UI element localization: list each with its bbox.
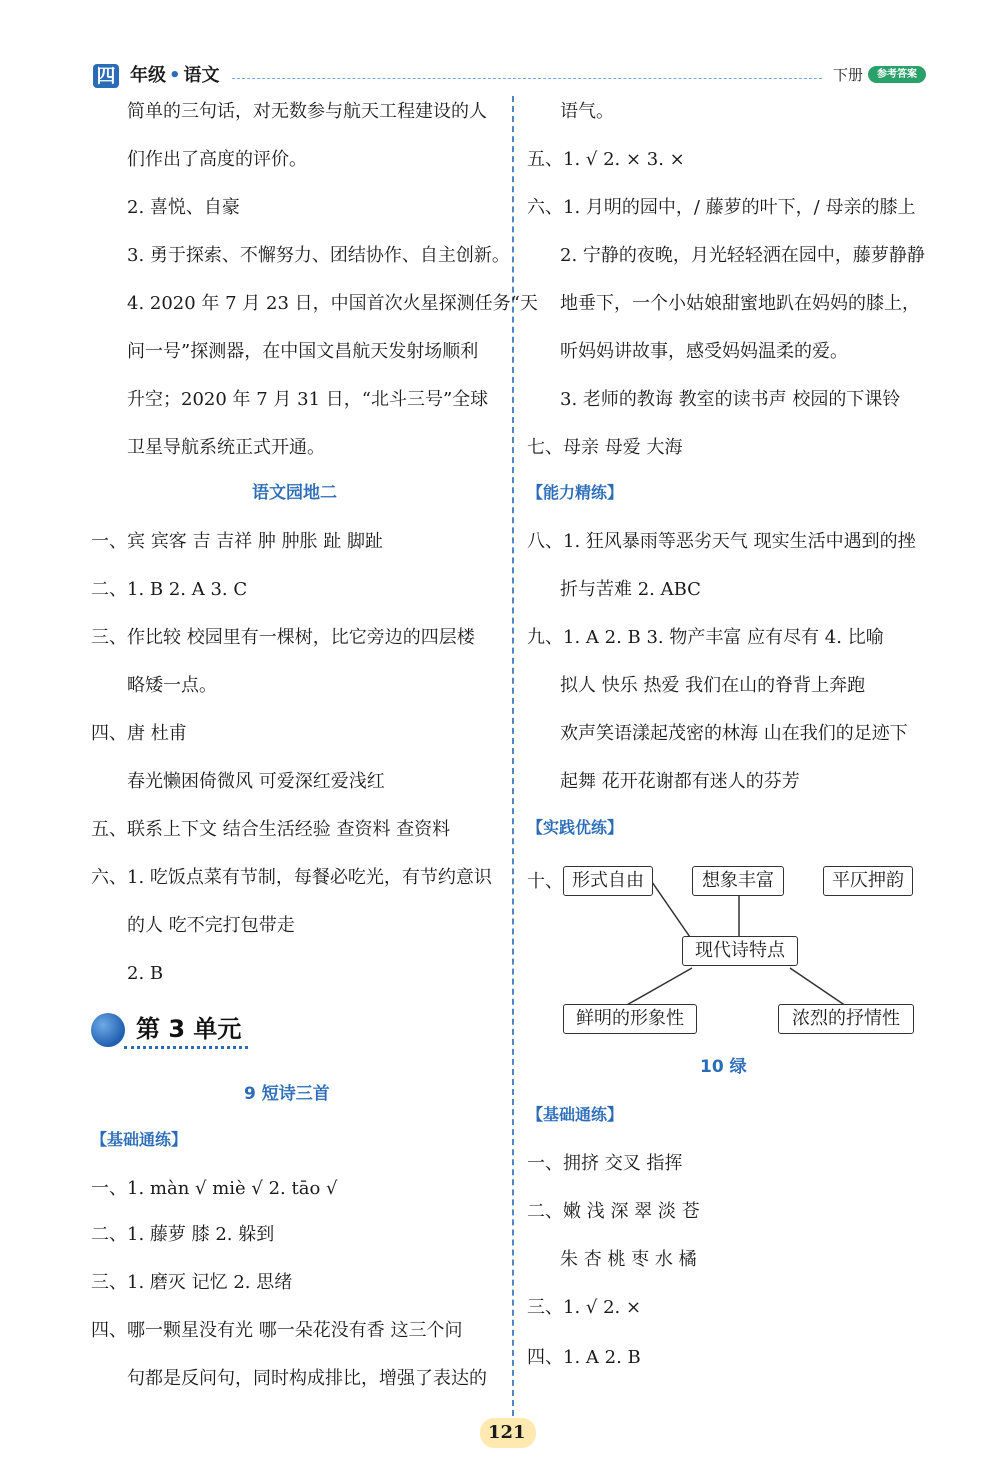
mindmap-node: 形式自由 [563, 866, 653, 896]
grade-label: 年级 [130, 65, 166, 86]
mindmap-node: 鲜明的形象性 [563, 1004, 697, 1034]
answer-line: 一、1. màn √ miè √ 2. tāo √ [91, 1178, 338, 1199]
answer-line: 朱 杏 桃 枣 水 橘 [560, 1249, 697, 1270]
answer-line: 春光懒困倚微风 可爱深红爱浅红 [127, 771, 385, 792]
answer-line: 一、宾 宾客 吉 吉祥 肿 肿胀 趾 脚趾 [91, 531, 384, 552]
lesson-heading: 9 短诗三首 [244, 1084, 330, 1104]
section-tag: 【实践优练】 [527, 818, 624, 837]
section-tag: 【基础通练】 [91, 1130, 188, 1149]
answer-line: 四、1. A 2. B [527, 1347, 641, 1368]
answer-line: 2. 宁静的夜晚，月光轻轻洒在园中，藤萝静静 [560, 245, 925, 266]
text-line: 们作出了高度的评价。 [127, 149, 307, 170]
page-number: 121 [488, 1422, 526, 1443]
answer-line: 略矮一点。 [127, 675, 217, 696]
answer-line: 七、母亲 母爱 大海 [527, 437, 683, 458]
answer-line: 五、1. √ 2. × 3. × [527, 149, 685, 170]
answer-line: 三、1. 磨灭 记忆 2. 思绪 [91, 1272, 293, 1293]
answer-line: 欢声笑语漾起茂密的林海 山在我们的足迹下 [560, 723, 908, 744]
page-header [0, 0, 1000, 100]
answer-line: 句都是反问句，同时构成排比，增强了表达的 [127, 1368, 487, 1389]
unit-title: 第 3 单元 [136, 1015, 242, 1043]
text-line: 卫星导航系统正式开通。 [127, 437, 325, 458]
answer-line: 二、嫩 浅 深 翠 淡 苍 [527, 1201, 700, 1222]
answer-line: 三、1. √ 2. × [527, 1297, 642, 1318]
text-line: 语气。 [560, 101, 614, 122]
text-line: 2. 喜悦、自豪 [127, 197, 240, 218]
question-prefix: 十、 [527, 871, 563, 892]
header-title [130, 64, 220, 88]
answer-line: 八、1. 狂风暴雨等恶劣天气 现实生活中遇到的挫 [527, 531, 916, 552]
unit-underline [124, 1046, 248, 1049]
answer-line: 3. 老师的教诲 教室的读书声 校园的下课铃 [560, 389, 901, 410]
answer-line: 四、哪一颗星没有光 哪一朵花没有香 这三个问 [91, 1320, 463, 1341]
answer-line: 听妈妈讲故事，感受妈妈温柔的爱。 [560, 341, 848, 362]
answer-line: 六、1. 吃饭点菜有节制，每餐必吃光，有节约意识 [91, 867, 492, 888]
mindmap-node: 平仄押韵 [823, 866, 913, 896]
section-heading: 语文园地二 [252, 483, 337, 503]
mindmap-node: 浓烈的抒情性 [778, 1004, 914, 1034]
subject-label: 语文 [183, 65, 220, 86]
mindmap-center-node: 现代诗特点 [682, 936, 798, 966]
answer-line: 二、1. 藤萝 膝 2. 躲到 [91, 1224, 275, 1245]
section-tag: 【能力精练】 [527, 483, 624, 502]
separator-dot: • [169, 65, 181, 86]
answer-line: 九、1. A 2. B 3. 物产丰富 应有尽有 4. 比喻 [527, 627, 884, 648]
unit-marker-icon [91, 1013, 125, 1047]
answer-line: 四、唐 杜甫 [91, 723, 187, 744]
answer-line: 五、联系上下文 结合生活经验 查资料 查资料 [91, 819, 451, 840]
text-line: 升空；2020 年 7 月 31 日，“北斗三号”全球 [127, 389, 489, 410]
header-divider [232, 78, 822, 79]
answer-line: 起舞 花开花谢都有迷人的芬芳 [560, 771, 800, 792]
text-line: 问一号”探测器，在中国文昌航天发射场顺利 [127, 341, 479, 362]
text-line: 简单的三句话，对无数参与航天工程建设的人 [127, 101, 487, 122]
answer-line: 的人 吃不完打包带走 [127, 915, 295, 936]
answer-line: 三、作比较 校园里有一棵树，比它旁边的四层楼 [91, 627, 475, 648]
term-label: 下册 [833, 66, 864, 84]
answer-line: 一、拥挤 交叉 指挥 [527, 1153, 683, 1174]
text-line: 4. 2020 年 7 月 23 日，中国首次火星探测任务“天 [127, 293, 538, 314]
text-line: 3. 勇于探索、不懈努力、团结协作、自主创新。 [127, 245, 510, 266]
answer-line: 地垂下，一个小姑娘甜蜜地趴在妈妈的膝上， [560, 293, 920, 314]
answer-line: 折与苦难 2. ABC [560, 579, 701, 600]
answer-line: 拟人 快乐 热爱 我们在山的脊背上奔跑 [560, 675, 866, 696]
answer-line: 二、1. B 2. A 3. C [91, 579, 248, 600]
section-tag: 【基础通练】 [527, 1105, 624, 1124]
lesson-heading: 10 绿 [700, 1057, 747, 1077]
answer-line: 六、1. 月明的园中，/ 藤萝的叶下，/ 母亲的膝上 [527, 197, 916, 218]
answer-key-badge: 参考答案 [868, 66, 926, 83]
answer-line: 2. B [127, 963, 164, 984]
grade-badge: 四 [93, 64, 119, 88]
mindmap-node: 想象丰富 [692, 866, 784, 896]
